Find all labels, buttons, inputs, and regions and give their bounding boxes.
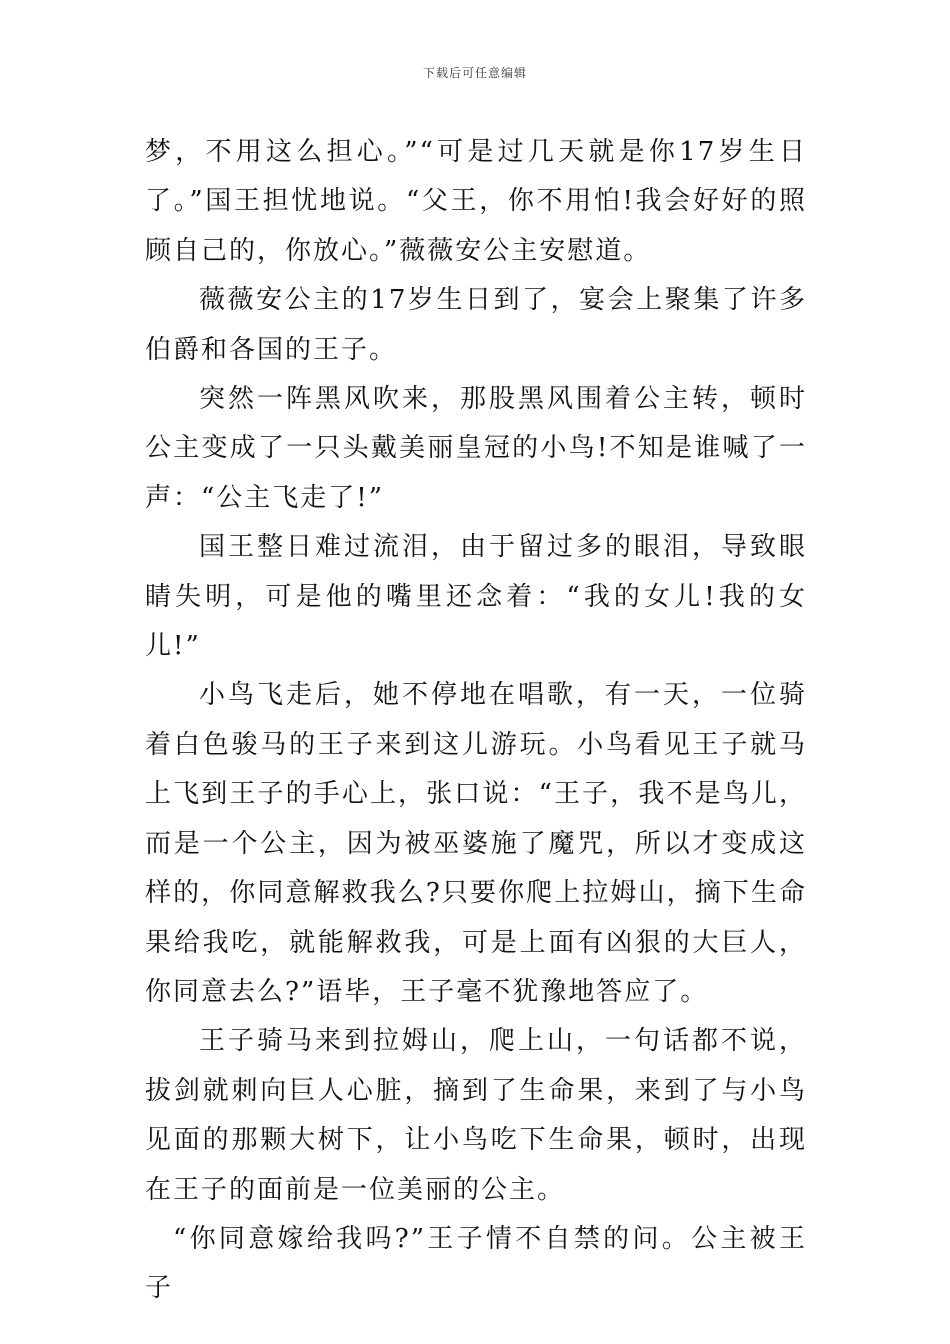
- paragraph-black-wind: 突然一阵黑风吹来，那股黑风围着公主转，顿时公主变成了一只头戴美丽皇冠的小鸟!不知是谁喊了一声：“公主飞走了!”: [145, 384, 807, 513]
- paragraph-rescue: 王子骑马来到拉姆山，爬上山，一句话都不说，拔剑就刺向巨人心脏，摘到了生命果，来到了与小鸟见面的那颗大树下，让小鸟吃下生命果，顿时，出现在王子的面前是一位美丽的公主。: [145, 1026, 807, 1205]
- paragraph-prince-meets-bird: 小鸟飞走后，她不停地在唱歌，有一天，一位骑着白色骏马的王子来到这儿游玩。小鸟看见王子就马上飞到王子的手心上，张口说：“王子，我不是鸟儿，而是一个公主，因为被巫婆施了魔咒，所以才变成这样的，你同意解救我么?只要你爬上拉姆山，摘下生命果给我吃，就能解救我，可是上面有凶狠的大巨人，你同意去么?”语毕，王子毫不犹豫地答应了。: [145, 680, 807, 1007]
- paragraph-proposal: “你同意嫁给我吗?”王子情不自禁的问。公主被王子: [145, 1223, 807, 1304]
- paragraph-king-grief: 国王整日难过流泪，由于留过多的眼泪，导致眼睛失明，可是他的嘴里还念着：“我的女儿!我的女儿!”: [145, 532, 807, 662]
- document-body: [145, 128, 807, 1314]
- page-header-note: 下载后可任意编辑: [422, 66, 527, 80]
- paragraph-continuation: 梦，不用这么担心。”“可是过几天就是你17岁生日了。”国王担忧地说。“父王，你不用怕!我会好好的照顾自己的，你放心。”薇薇安公主安慰道。: [145, 137, 807, 266]
- paragraph-birthday: 薇薇安公主的17岁生日到了，宴会上聚集了许多伯爵和各国的王子。: [145, 285, 807, 365]
